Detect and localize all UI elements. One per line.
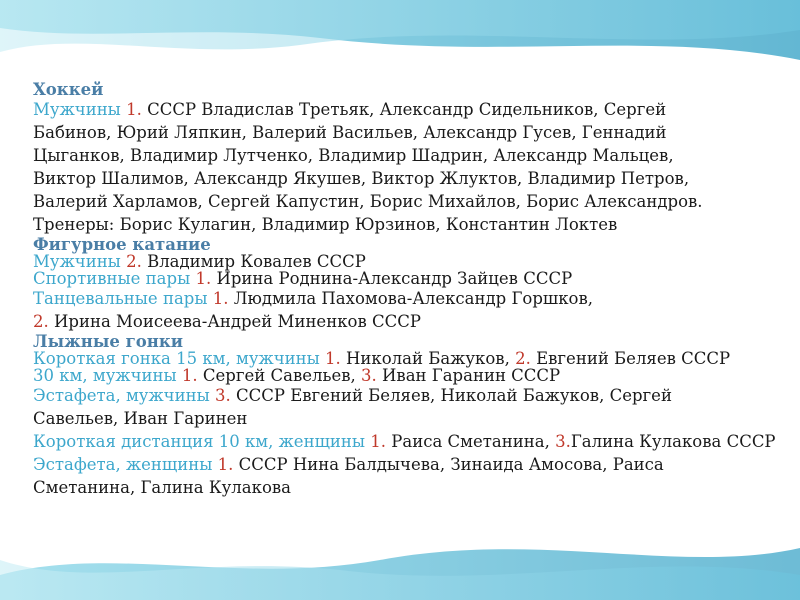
- skiing-short-women: Короткая дистанция 10 км, женщины 1. Раиса Сметанина, 3.Галина Кулакова СССР: [33, 432, 776, 451]
- place-number: 1.: [126, 100, 142, 119]
- figure-skating-dance-second: 2. Ирина Моисеева-Андрей Миненков СССР: [33, 312, 421, 331]
- slide-content: [33, 81, 793, 499]
- hockey-heading: Хоккей: [33, 80, 104, 99]
- figure-skating-pairs: Спортивные пары 1. Ирина Роднина-Александр Зайцев СССР: [33, 269, 573, 288]
- skiing-relay-men-cont: Савельев, Иван Гаринен: [33, 409, 248, 428]
- figure-skating-dance: Танцевальные пары 1. Людмила Пахомова-Александр Горшков,: [33, 289, 593, 308]
- hockey-line: [33, 98, 793, 121]
- hockey-men-label: Мужчины: [33, 100, 121, 119]
- hockey-line: Цыганков, Владимир Лутченко, Владимир Шадрин, Александр Мальцев,: [33, 146, 674, 165]
- skiing-relay-women-cont: Сметанина, Галина Кулакова: [33, 478, 291, 497]
- hockey-line: Бабинов, Юрий Ляпкин, Валерий Васильев, Александр Гусев, Геннадий: [33, 123, 667, 142]
- hockey-line: Виктор Шалимов, Александр Якушев, Виктор Жлуктов, Владимир Петров,: [33, 169, 690, 188]
- hockey-line: Тренеры: Борис Кулагин, Владимир Юрзинов, Константин Локтев: [33, 215, 618, 234]
- figure-skating-men: Мужчины 2. Владимир Ковалев СССР: [33, 252, 366, 271]
- skiing-short-men: Короткая гонка 15 км, мужчины 1. Николай Бажуков, 2. Евгений Беляев СССР: [33, 349, 731, 368]
- skiing-relay-women: Эстафета, женщины 1. СССР Нина Балдычева, Зинаида Амосова, Раиса: [33, 455, 664, 474]
- skiing-relay-men: Эстафета, мужчины 3. СССР Евгений Беляев, Николай Бажуков, Сергей: [33, 386, 672, 405]
- hockey-line: Валерий Харламов, Сергей Капустин, Борис Михайлов, Борис Александров.: [33, 192, 703, 211]
- figure-skating-heading: Фигурное катание: [33, 235, 211, 254]
- skiing-heading: Лыжные гонки: [33, 332, 183, 351]
- hockey-text: СССР Владислав Третьяк, Александр Сидельников, Сергей: [147, 100, 667, 119]
- skiing-30km-men: 30 км, мужчины 1. Сергей Савельев, 3. Иван Гаранин СССР: [33, 366, 561, 385]
